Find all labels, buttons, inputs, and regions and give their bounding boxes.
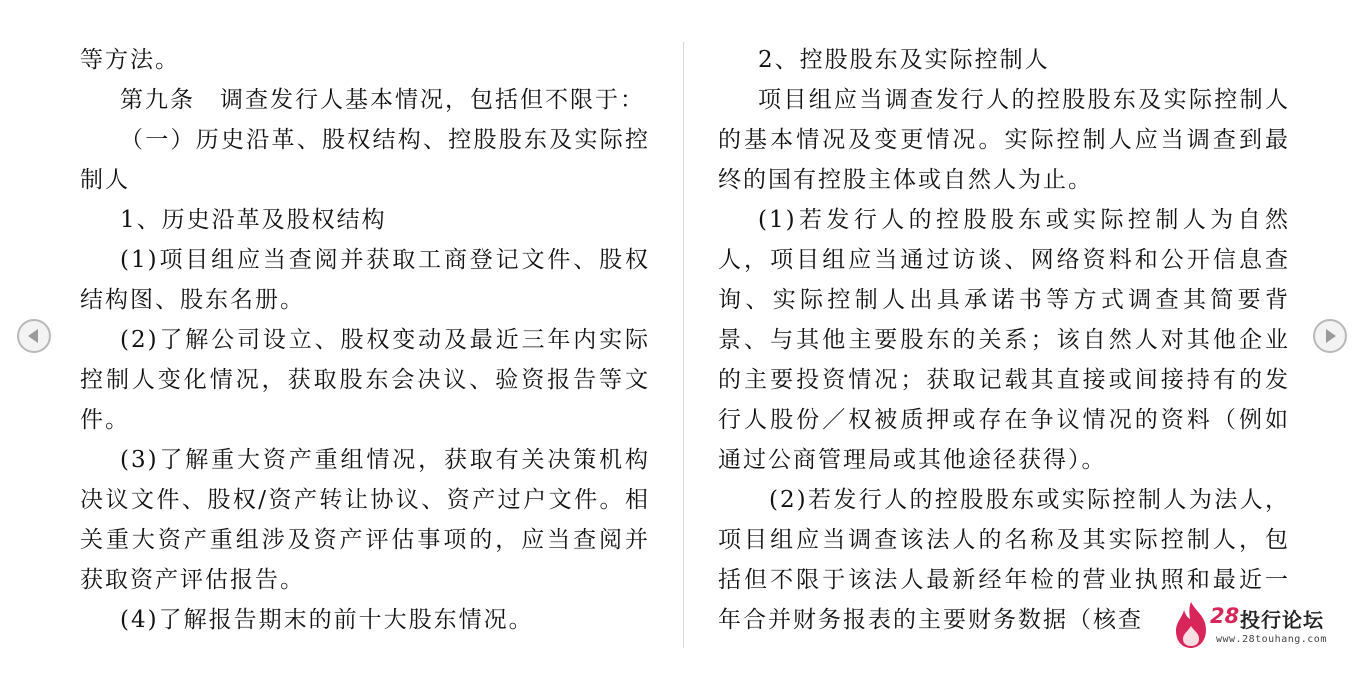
paragraph: (1)若发行人的控股股东或实际控制人为自然人，项目组应当通过访谈、网络资料和公开信息查询、实际控制人出具承诺书等方式调查其简要背景、与其他主要股东的关系；该自然人对其他企业的主要投资情况；获取记载其直接或间接持有的发行人股份／权被质押或存在争议情况的资料（例如通过公商管理局或其他途径获得）。 bbox=[718, 207, 1290, 473]
paragraph: (1)项目组应当查阅并获取工商登记文件、股权结构图、股东名册。 bbox=[80, 247, 650, 313]
paragraph: 等方法。 bbox=[80, 47, 180, 73]
watermark-name: 投行论坛 bbox=[1240, 608, 1324, 632]
watermark-number: 28 bbox=[1210, 604, 1240, 628]
watermark-url: www.28touhang.com bbox=[1216, 634, 1327, 645]
section-heading: （一）历史沿革、股权结构、控股股东及实际控制人 bbox=[80, 127, 650, 193]
paragraph: (4)了解报告期末的前十大股东情况。 bbox=[120, 607, 534, 633]
page-divider bbox=[683, 42, 684, 648]
left-page bbox=[80, 40, 650, 640]
next-page-button[interactable] bbox=[1313, 319, 1347, 353]
paragraph: 项目组应当调查发行人的控股股东及实际控制人的基本情况及变更情况。实际控制人应当调查到最终的国有控股主体或自然人为止。 bbox=[718, 87, 1290, 193]
watermark-logo bbox=[1168, 598, 1358, 652]
subsection-heading: 2、控股股东及实际控制人 bbox=[758, 47, 1050, 73]
subsection-heading: 1、历史沿革及股权结构 bbox=[120, 207, 387, 233]
right-page bbox=[718, 40, 1290, 640]
chevron-right-icon bbox=[1315, 321, 1345, 351]
paragraph: (2)了解公司设立、股权变动及最近三年内实际控制人变化情况，获取股东会决议、验资报告等文件。 bbox=[80, 327, 650, 433]
article-heading: 第九条 调查发行人基本情况，包括但不限于： bbox=[120, 87, 645, 113]
paragraph: (2)若发行人的控股股东或实际控制人为法人，项目组应当调查该法人的名称及其实际控制人，包括但不限于该法人最新经年检的营业执照和最近一年合并财务报表的主要财务数据（核查 bbox=[718, 487, 1290, 633]
previous-page-button[interactable] bbox=[17, 319, 51, 353]
flame-icon bbox=[1172, 600, 1210, 650]
paragraph: (3)了解重大资产重组情况，获取有关决策机构决议文件、股权/资产转让协议、资产过户文件。相关重大资产重组涉及资产评估事项的，应当查阅并获取资产评估报告。 bbox=[80, 447, 650, 593]
chevron-left-icon bbox=[19, 321, 49, 351]
